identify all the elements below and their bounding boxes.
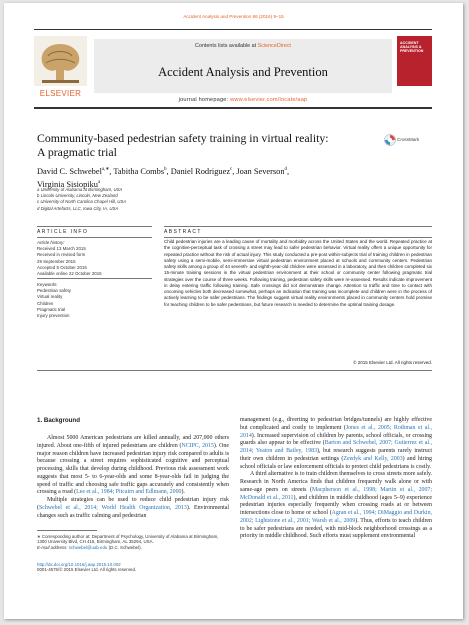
author-affiliation-mark: a,∗ — [101, 167, 110, 172]
title-line-2: A pragmatic trial — [37, 145, 117, 159]
article-info-rule — [37, 226, 152, 227]
keyword: Pedestrian safety — [37, 288, 71, 294]
history-item: Available online 22 October 2015 — [37, 271, 102, 277]
email-link[interactable]: schwebel@uab.edu — [68, 544, 108, 550]
author-name[interactable]: David C. Schwebel — [37, 166, 102, 176]
footnote-rule — [37, 530, 97, 531]
keywords — [37, 282, 71, 319]
keyword: Injury prevention — [37, 313, 70, 319]
abstract-end-rule — [37, 370, 432, 371]
history-item: 29 September 2015 — [37, 258, 76, 264]
article-title — [37, 131, 329, 159]
title-line-1: Community-based pedestrian safety training in virtual reality: — [37, 131, 329, 145]
doi-block — [37, 562, 136, 573]
abstract-rule — [164, 226, 432, 227]
top-rule — [34, 29, 432, 30]
author-affiliation-mark: c — [230, 167, 233, 172]
abstract-label: ABSTRACT — [164, 229, 202, 235]
doi-link[interactable]: http://dx.doi.org/10.1016/j.aap.2015.10.002 — [37, 562, 121, 567]
article-history — [37, 240, 102, 277]
elsevier-wordmark: ELSEVIER — [39, 89, 82, 98]
section-heading: 1. Background — [37, 417, 80, 424]
homepage-line: journal homepage: www.elsevier.com/locate/aap — [178, 97, 308, 103]
body-right-column: management (e.g., diverting to pedestrian bridges/tunnels) are highly effective but complicated and costly to implement (Jones et al., 2005; Rothman et al., 2014). Increased supervision of children by parents, school officials, or crossing guards also appear to be effective (Barton and Schwebel, 2007; Gutierrez et al., 2014; Yeaton and Bailey, 1983), but research suggests parents rarely instruct their own children in pedestrian settings (Zeedyk and Kelly, 2003) and hiring school officials or law enforcement officials to protect child pedestrians is costly. A third alternative is to train children themselves to cross streets more safely. Research in North America finds that children frequently walk alone or with same-age peers on streets (Macpherson et al., 1998; Martin et al., 2007; McDonald et al., 2011), and children in middle childhood (ages 5–9) experience pedestrian injuries especially frequently when crossing roads at or between intersections close to home or school (Agran et al., 1994; DiMaggio and Durkin, 2002; Lightstone et al., 2001; Warsh et al., 2009). Thus, efforts to teach children to be safer pedestrians are needed, with mid-block neighborhood crossings as a priority in middle childhood. Such efforts must supplement environmental — [240, 417, 433, 540]
article-page — [4, 3, 463, 619]
history-item: Received in revised form — [37, 252, 86, 258]
body-left-column: Almost 5000 American pedestrians are killed annually, and 207,000 others injured. About one-fifth of injured pedestrians are children (NCIPC, 2015). One major reason children have increased pedestrian injury risk compared to adults is because crossing a street requires sophisticated cognitive and perceptual processing, skills that develop during childhood. Previous risk assessment work suggests that most 5- to 6-year-olds and some 8-year-olds fail in judging the speed of traffic and choosing safe traffic gaps accurately and consistently when crossing a road (Lee et al., 1984; Pitcairn and Edlmann, 2000). Multiple strategies can be used to reduce child pedestrian injury risk (Schwebel et al., 2014; World Health Organization, 2013). Environmental changes such as traffic calming and pedestrian — [37, 435, 229, 519]
author-name[interactable]: Daniel Rodriguez — [170, 166, 231, 176]
article-info-label: ARTICLE INFO — [37, 229, 89, 235]
history-item: Accepted 5 October 2015 — [37, 264, 87, 270]
author-list: David C. Schwebel$^{a,∗}$, Tabitha Combs$^b$, Daniel Rodriguez$^c$, Joan Severson$^d$, Virginia Sisiopiku$^a$ — [37, 166, 290, 189]
keyword: Pragmatic trial — [37, 306, 66, 312]
keyword: Children — [37, 300, 54, 306]
masthead-rule — [34, 107, 432, 109]
article-info-rule — [37, 278, 152, 279]
author-affiliation-mark: a — [98, 179, 101, 185]
sciencedirect-link[interactable]: ScienceDirect — [257, 43, 291, 49]
journal-title: Accident Analysis and Prevention — [158, 65, 328, 79]
abstract-text: Child pedestrian injuries are a leading cause of mortality and morbidity across the United States and the world. Repeated practice at the cognitive-perceptual task of crossing a street may lead to safer pedestrian behavior. Virtual reality offers a unique opportunity for repeated practice without the risk of actual injury. This study conducted a pre-post within-subjects trial of training children in pedestrian safety using a semi-mobile, semi-immersive virtual pedestrian environment placed at schools and community centers. Pedestrian safety skills among a group of 44 seventh- and eighth-year-old children were assessed in a laboratory, and then children completed six 15-minute training sessions in the virtual pedestrian environment at their school or community center following pragmatic trial strategies over the course of three weeks. Following training, pedestrian safety skills were re-assessed. Results indicate improvement in delay entering traffic following training. Safe crossings did not demonstrate change. Attention to traffic and time to contact with oncoming vehicles both decreased somewhat, perhaps an indication that training was incomplete and children were in the process of actively learning to be safer pedestrians. The findings suggest virtual reality environments placed in community centers hold promise for teaching children to be safer pedestrians, but future research is needed to determine the optimal training dosage. — [164, 239, 432, 307]
journal-citation[interactable]: Accident Analysis and Prevention 86 (2016) 9–15 — [183, 14, 284, 19]
history-item: Received 13 March 2015 — [37, 246, 86, 252]
author-name[interactable]: Virginia Sisiopiku — [37, 179, 98, 189]
affiliation: d Digital Artefacts, LLC, Iowa City, IA, USA — [37, 205, 119, 211]
homepage-link[interactable]: www.elsevier.com/locate/aap — [230, 97, 308, 103]
affiliation: c University of North Carolina Chapel Hill, USA — [37, 199, 127, 205]
cover-title: ACCIDENT ANALYSIS & PREVENTION — [400, 41, 424, 53]
corresponding-author-footnote: ∗ Corresponding author at: Department of Psychology, University of Alabama at Birmingham, 1300 University Blvd, CH 415, Birmingham, AL 35294, USA. E-mail address: schwebel@uab.edu (D.C. Schwebel). — [37, 534, 229, 550]
abstract-copyright: © 2015 Elsevier Ltd. All rights reserved. — [353, 360, 432, 365]
crossmark-label[interactable]: CrossMark — [397, 137, 420, 142]
footnote-text: ∗ Corresponding author at: Department of Psychology, University of Alabama at Birmingham, 1300 University Blvd, CH 415, Birmingham, AL 35294, USA. — [37, 534, 219, 545]
author-affiliation-mark: d — [284, 167, 287, 172]
crossmark-icon[interactable] — [384, 134, 396, 146]
abstract-rule — [164, 237, 432, 238]
keyword: Virtual reality — [37, 294, 63, 300]
affiliation: b Lincoln University, Lincoln, New Zealand — [37, 193, 118, 199]
affiliation: a University of Alabama at Birmingham, USA — [37, 187, 123, 192]
author-affiliation-mark: b — [164, 167, 167, 172]
contents-line: Contents lists available at ScienceDirect — [195, 43, 291, 49]
history-label: Article history: — [37, 240, 65, 245]
keywords-label: Keywords: — [37, 282, 58, 287]
author-name[interactable]: Tabitha Combs — [113, 166, 165, 176]
issn-line: 0001-4575/© 2015 Elsevier Ltd. All rights reserved. — [37, 567, 137, 573]
affiliations — [37, 187, 126, 212]
elsevier-tree-logo — [34, 36, 87, 94]
author-name[interactable]: Joan Severson — [236, 166, 285, 176]
article-info-rule — [37, 237, 152, 238]
